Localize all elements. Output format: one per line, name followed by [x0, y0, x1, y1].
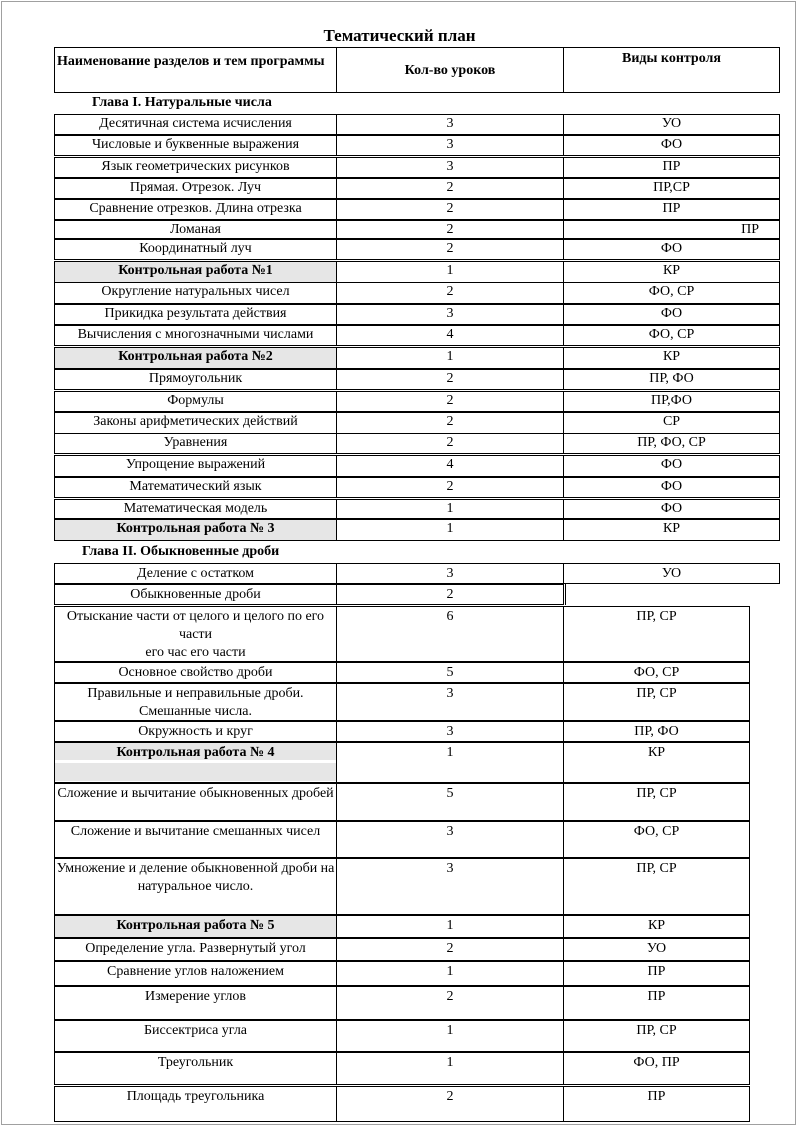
table-row: [0, 986, 799, 1020]
lessons-count-cell: 2: [336, 1086, 564, 1122]
lessons-count-cell: 1: [336, 261, 564, 283]
lessons-count-cell: 1: [336, 499, 564, 519]
table-row: [0, 1086, 799, 1122]
topic-cell: Математический язык: [54, 477, 337, 498]
lessons-count-cell: 5: [336, 662, 564, 683]
control-type-cell: ФО: [563, 455, 780, 477]
topic-cell: Обыкновенные дроби: [54, 584, 337, 605]
lessons-count-cell: 2: [336, 199, 564, 220]
table-row: [0, 433, 799, 454]
lessons-count-cell: 3: [336, 821, 564, 858]
lessons-count-cell: 1: [336, 961, 564, 986]
table-row: [0, 858, 799, 915]
chapter-title: Глава II. Обыкновенные дроби: [82, 544, 280, 559]
table-row: [0, 499, 799, 519]
control-type-cell: КР: [563, 915, 750, 938]
control-type-cell: ФО, СР: [563, 662, 750, 683]
control-type-cell: ПР, ФО, СР: [563, 433, 780, 454]
table-row: [0, 239, 799, 260]
chapter-row: [0, 541, 799, 563]
lessons-count-cell: 1: [336, 1020, 564, 1052]
chapter-row: [0, 93, 799, 114]
table-row: [0, 455, 799, 477]
topic-cell: Сравнение углов наложением: [54, 961, 337, 986]
control-type-cell: ФО: [563, 135, 780, 156]
table-row: [0, 606, 799, 662]
topic-cell: Биссектриса угла: [54, 1020, 337, 1052]
control-work-row: [0, 742, 799, 783]
table-row: [0, 135, 799, 156]
topic-cell: Упрощение выражений: [54, 455, 337, 477]
lessons-count-cell: 2: [336, 391, 564, 412]
topic-cell: Сложение и вычитание обыкновенных дробей: [54, 783, 337, 821]
table-row: [0, 821, 799, 858]
table-row: [0, 938, 799, 961]
table-row: [0, 662, 799, 683]
control-type-cell: УО: [563, 938, 750, 961]
lessons-count-cell: 2: [336, 282, 564, 304]
topic-cell: Прикидка результата действия: [54, 304, 337, 325]
topic-cell: Правильные и неправильные дроби. Смешанные числа.: [54, 683, 337, 721]
lessons-count-cell: 3: [336, 683, 564, 721]
lessons-count-cell: 3: [336, 563, 564, 584]
topic-cell: Треугольник: [54, 1052, 337, 1085]
topic-cell: Контрольная работа № 4: [54, 742, 337, 783]
topic-cell: Уравнения: [54, 433, 337, 454]
control-type-cell: КР: [563, 261, 780, 283]
lessons-count-cell: 3: [336, 721, 564, 742]
topic-cell: Сложение и вычитание смешанных чисел: [54, 821, 337, 858]
lessons-count-cell: 4: [336, 325, 564, 346]
lessons-count-cell: 2: [336, 178, 564, 199]
table-header-row: [0, 47, 799, 93]
control-type-cell: ПР: [563, 986, 750, 1020]
table-row: [0, 563, 799, 584]
topic-cell: Окружность и круг: [54, 721, 337, 742]
lessons-count-cell: 2: [336, 938, 564, 961]
control-type-cell: КР: [563, 742, 750, 783]
topic-cell: Округление натуральных чисел: [54, 282, 337, 304]
lessons-count-cell: 3: [336, 135, 564, 156]
table-row: [0, 783, 799, 821]
table-row: [0, 178, 799, 199]
header-control: Виды контроля: [563, 47, 780, 93]
control-type-cell: ПР, СР: [563, 606, 750, 662]
table-row: [0, 721, 799, 742]
control-type-cell: ФО, СР: [563, 325, 780, 346]
topic-cell: Деление с остатком: [54, 563, 337, 584]
table-row: [0, 961, 799, 986]
control-type-cell: ПР, СР: [563, 683, 750, 721]
lessons-count-cell: 4: [336, 455, 564, 477]
lessons-count-cell: 2: [336, 584, 564, 605]
topic-cell: Вычисления с многозначными числами: [54, 325, 337, 346]
table-row: [0, 157, 799, 178]
header-name: Наименование разделов и тем программы: [54, 47, 337, 93]
lessons-count-cell: 2: [336, 433, 564, 454]
table-row: [0, 391, 799, 412]
lessons-count-cell: 1: [336, 347, 564, 369]
lessons-count-cell: 2: [336, 412, 564, 434]
topic-cell: Контрольная работа № 5: [54, 915, 337, 938]
lessons-count-cell: 1: [336, 742, 564, 783]
table-row: [0, 220, 799, 239]
control-type-cell: ПР: [563, 961, 750, 986]
topic-cell: Язык геометрических рисунков: [54, 157, 337, 178]
topic-cell: Математическая модель: [54, 499, 337, 519]
control-type-cell: ПР,ФО: [563, 391, 780, 412]
control-type-cell: ФО, СР: [563, 282, 780, 304]
topic-cell: Площадь треугольника: [54, 1086, 337, 1122]
lessons-count-cell: 1: [336, 1052, 564, 1085]
control-type-cell: ПР, СР: [563, 783, 750, 821]
topic-cell: Законы арифметических действий: [54, 412, 337, 434]
control-type-cell: ПР, СР: [563, 858, 750, 915]
lessons-count-cell: 2: [336, 369, 564, 390]
topic-cell: Отыскание части от целого и целого по его части его час его части: [54, 606, 337, 662]
control-type-cell: ПР: [563, 1086, 750, 1122]
lessons-count-cell: 3: [336, 114, 564, 135]
table-row: [0, 584, 799, 605]
topic-cell: Координатный луч: [54, 239, 337, 260]
topic-cell: Контрольная работа №1: [54, 261, 337, 283]
table-row: [0, 114, 799, 135]
topic-cell: Формулы: [54, 391, 337, 412]
control-type-cell: СР: [563, 412, 780, 434]
lessons-count-cell: 2: [336, 477, 564, 498]
topic-cell: Десятичная система исчисления: [54, 114, 337, 135]
lessons-count-cell: 1: [336, 519, 564, 541]
topic-cell: Прямая. Отрезок. Луч: [54, 178, 337, 199]
control-type-cell: ФО, ПР: [563, 1052, 750, 1085]
topic-cell: Числовые и буквенные выражения: [54, 135, 337, 156]
control-type-cell: ПР: [563, 199, 780, 220]
control-type-cell: УО: [563, 114, 780, 135]
control-work-row: [0, 519, 799, 541]
lessons-count-cell: 2: [336, 239, 564, 260]
control-type-cell: ПР, ФО: [563, 721, 750, 742]
table-row: [0, 199, 799, 220]
topic-cell: Сравнение отрезков. Длина отрезка: [54, 199, 337, 220]
table-row: [0, 1020, 799, 1052]
table-row: [0, 325, 799, 346]
table-row: [0, 282, 799, 304]
control-type-cell: ФО: [563, 499, 780, 519]
table-row: [0, 683, 799, 721]
control-type-cell: ПР, СР: [563, 1020, 750, 1052]
control-type-cell: ФО: [563, 304, 780, 325]
topic-cell: Измерение углов: [54, 986, 337, 1020]
control-type-cell: КР: [563, 519, 780, 541]
topic-cell: Контрольная работа № 3: [54, 519, 337, 541]
control-type-cell: ФО: [563, 477, 780, 498]
control-type-cell: ПР,СР: [563, 178, 780, 199]
document-title: Тематический план: [323, 26, 476, 45]
control-type-cell: УО: [563, 563, 780, 584]
control-type-cell: КР: [563, 347, 780, 369]
header-count: Кол-во уроков: [336, 47, 564, 93]
lessons-count-cell: 3: [336, 304, 564, 325]
control-work-row: [0, 915, 799, 938]
table-row: [0, 477, 799, 498]
chapter-title: Глава I. Натуральные числа: [92, 95, 272, 110]
topic-cell: Умножение и деление обыкновенной дроби на натуральное число.: [54, 858, 337, 915]
table-row: [0, 1052, 799, 1085]
lessons-count-cell: 1: [336, 915, 564, 938]
topic-cell: Контрольная работа №2: [54, 347, 337, 369]
topic-cell: Прямоугольник: [54, 369, 337, 390]
control-type-cell: ПР: [563, 220, 780, 239]
control-type-cell: ФО: [563, 239, 780, 260]
table-row: [0, 304, 799, 325]
control-work-row: [0, 261, 799, 283]
control-work-row: [0, 347, 799, 369]
control-type-cell: ПР, ФО: [563, 369, 780, 390]
lessons-count-cell: 3: [336, 157, 564, 178]
lessons-count-cell: 5: [336, 783, 564, 821]
lessons-count-cell: 6: [336, 606, 564, 662]
topic-cell: Основное свойство дроби: [54, 662, 337, 683]
control-type-cell: ФО, СР: [563, 821, 750, 858]
control-type-cell: [565, 584, 568, 605]
topic-cell: Определение угла. Развернутый угол: [54, 938, 337, 961]
lessons-count-cell: 3: [336, 858, 564, 915]
control-type-cell: ПР: [563, 157, 780, 178]
table-row: [0, 369, 799, 390]
topic-cell: Ломаная: [54, 220, 337, 239]
lessons-count-cell: 2: [336, 220, 564, 239]
table-row: [0, 412, 799, 434]
lessons-count-cell: 2: [336, 986, 564, 1020]
